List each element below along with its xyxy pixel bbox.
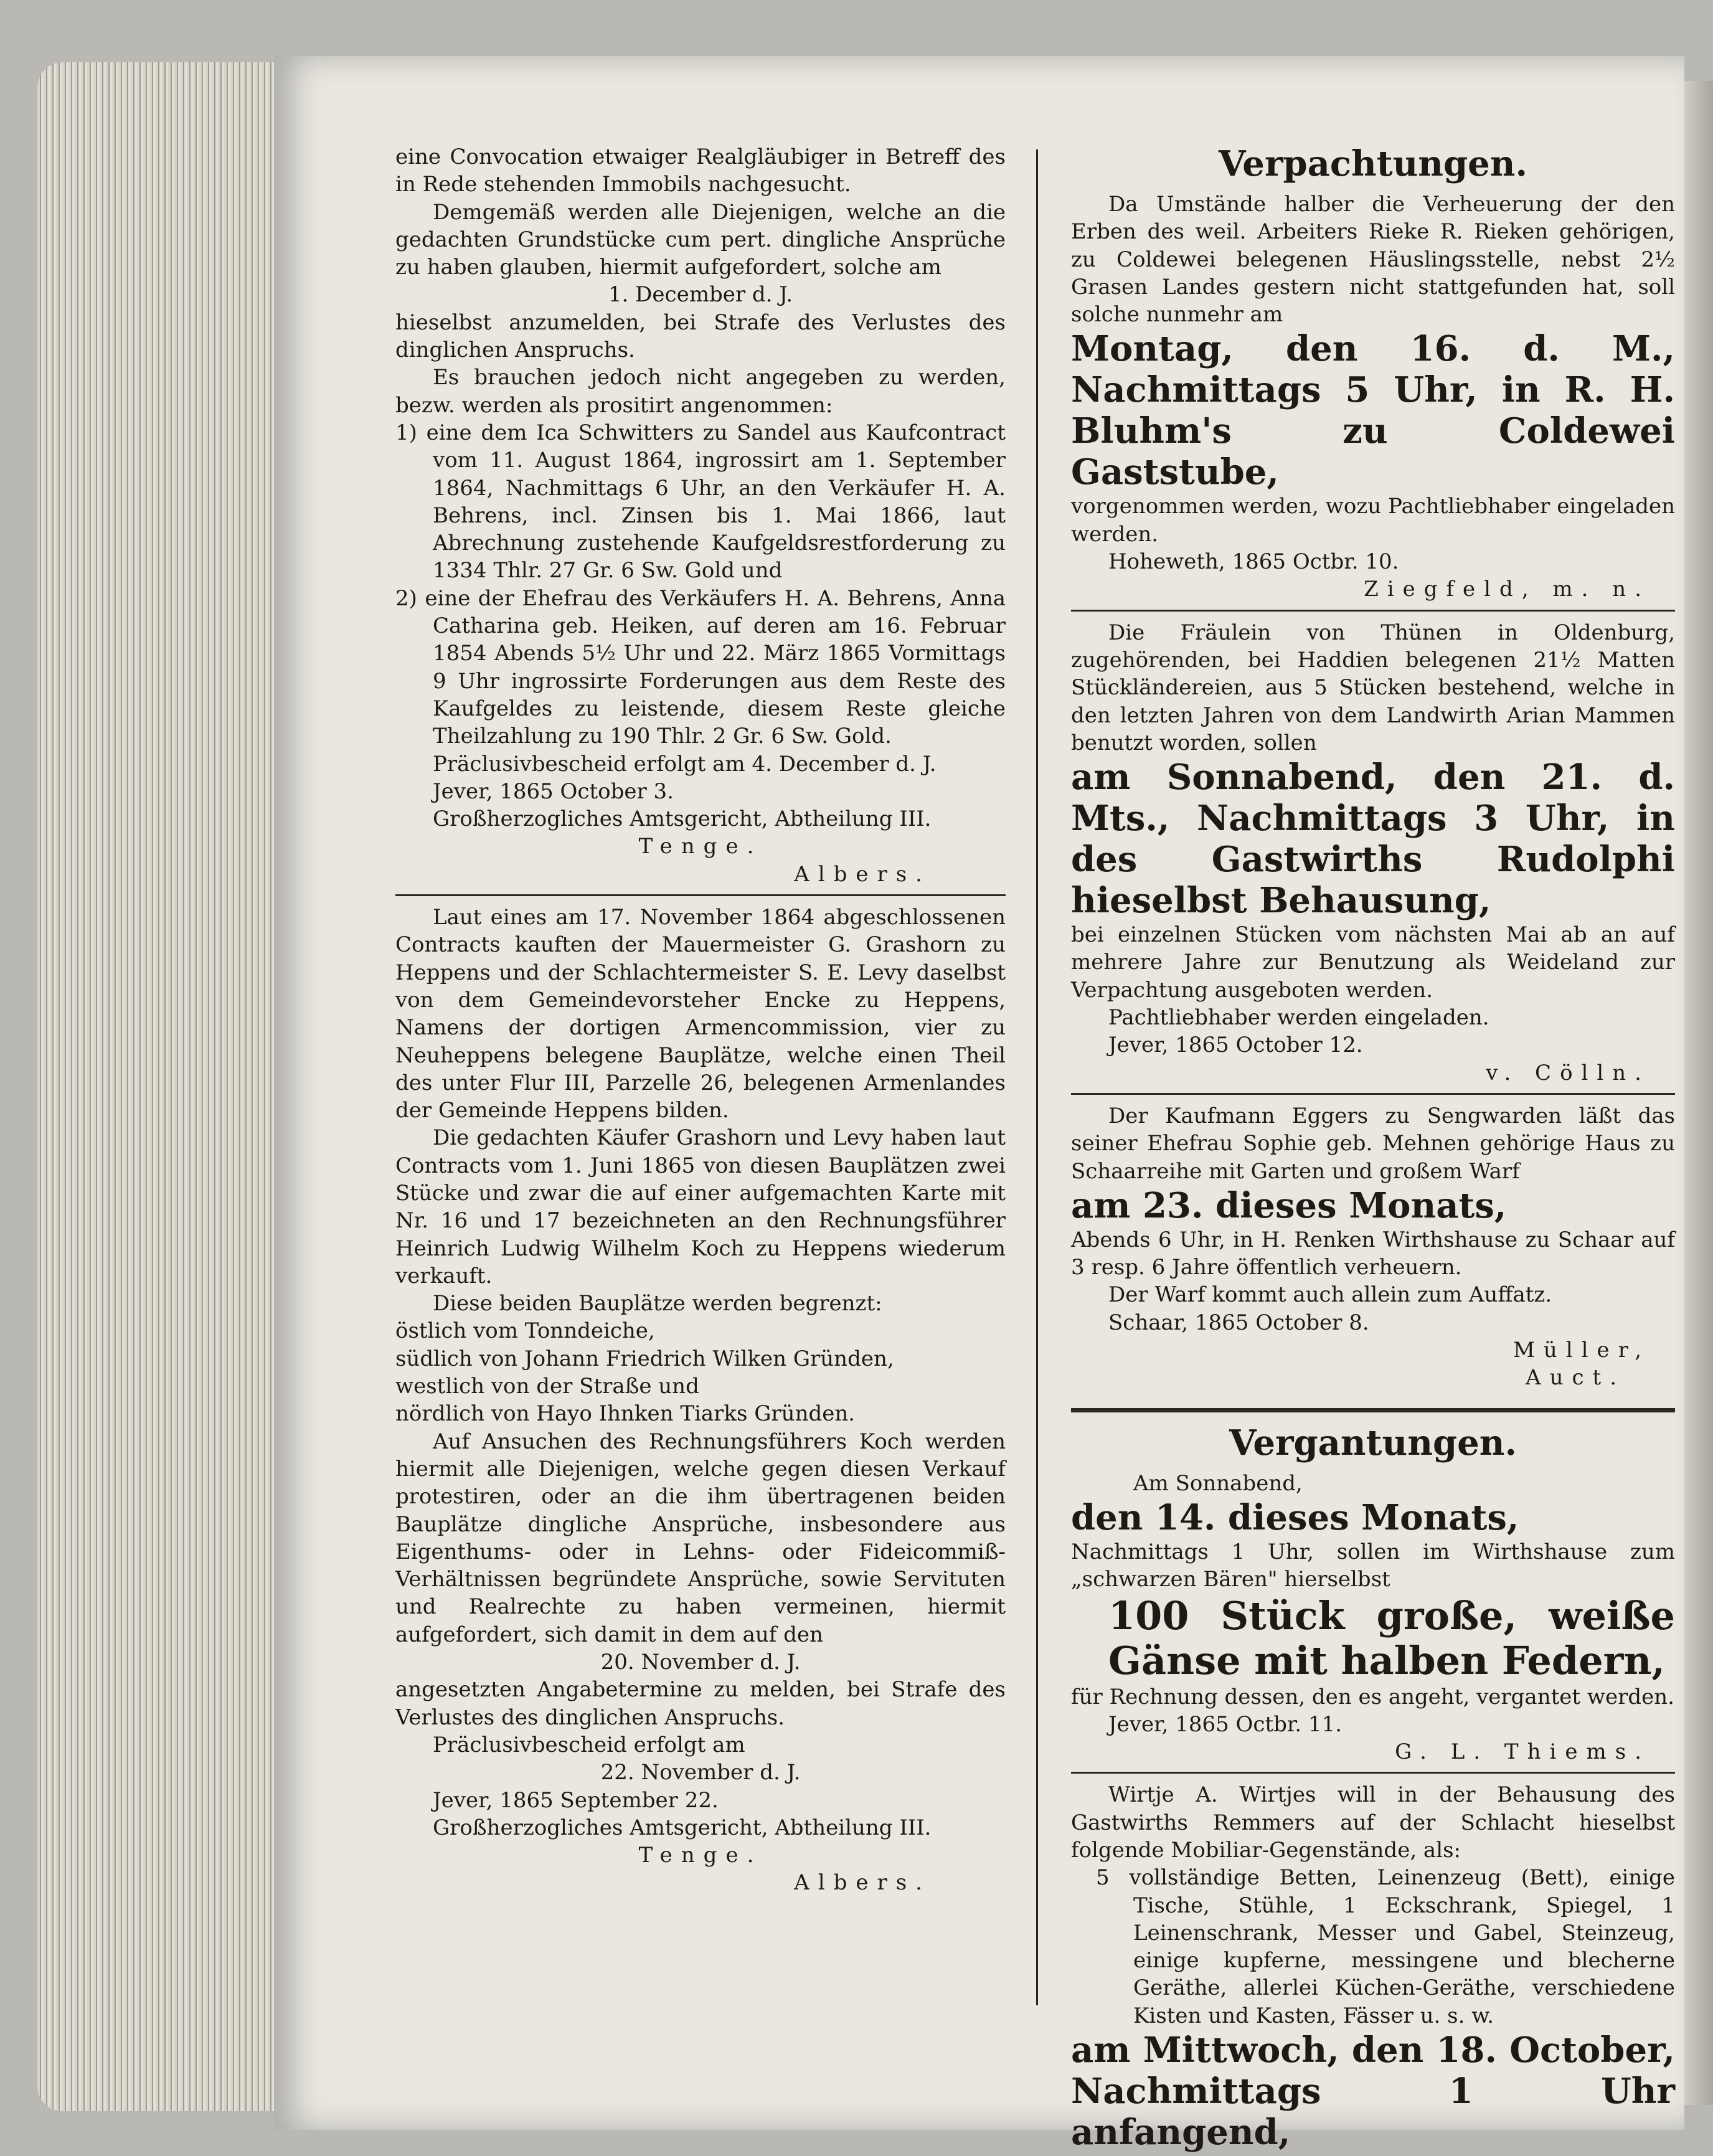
notice-separator: [1071, 610, 1675, 612]
text-line: Pachtliebhaber werden eingeladen.: [1108, 1005, 1489, 1031]
text-line: Auf Ansuchen des Rechnungsführers Koch werden hiermit alle Diejenigen, welche gegen diesen Verkauf protestiren, oder an die ihm übertragenen beiden Bauplätze dingliche Ansprüche, insbesondere aus Eigenthums- oder in Lehns- oder Fideicommiß-Verhältnissen begründete Ansprüche, sowie Servituten und Realrechte zu haben vermeinen, hiermit aufgefordert, sich damit in dem auf den: [395, 1429, 1006, 1647]
place-date: Jever, 1865 September 22.: [433, 1787, 719, 1813]
notice-schaarreihe: [1071, 1102, 1675, 1392]
notice-coldewei: [1071, 191, 1675, 603]
highlight-date: den 14. dieses Monats,: [1071, 1496, 1519, 1538]
deadline-date: 22. November d. J.: [600, 1760, 801, 1785]
text-line: hieselbst anzumelden, bei Strafe des Verlustes des dinglichen Anspruchs.: [395, 310, 1006, 363]
text-line: Der Kaufmann Eggers zu Sengwarden läßt das seiner Ehefrau Sophie geb. Mehnen gehörige Haus zu Schaarreihe mit Garten und großem Warf: [1071, 1103, 1675, 1184]
boundary-line: südlich von Johann Friedrich Wilken Gründen,: [395, 1346, 894, 1371]
text-line: Da Umstände halber die Verheuerung der den Erben des weil. Arbeiters Rieke R. Rieken gehörigen, zu Coldewei belegenen Häuslingsstelle, nebst 2½ Grasen Landes gestern nicht stattgefunden hat, soll solche nunmehr am: [1071, 192, 1675, 328]
list-item: 5 vollständige Betten, Leinenzeug (Bett), einige Tische, Stühle, 1 Eckschrank, Spiegel, 1 Leinenschrank, Messer und Gabel, Steinzeug, einige kupferne, messingene und blecherne Geräthe, allerlei Küchen-Geräthe, verschiedene Kisten und Kasten, Fässer u. s. w.: [1096, 1865, 1675, 2028]
section-separator: [1071, 1408, 1675, 1412]
notice-gaense: [1071, 1470, 1675, 1766]
boundary-line: nördlich von Hayo Ihnken Tiarks Gründen.: [395, 1401, 856, 1427]
text-line: Diese beiden Bauplätze werden begrenzt:: [433, 1291, 882, 1317]
place-date: Jever, 1865 Octbr. 11.: [1108, 1711, 1343, 1737]
signature: v. Cölln.: [1486, 1060, 1650, 1085]
text-line: vorgenommen werden, wozu Pachtliebhaber eingeladen werden.: [1071, 494, 1675, 547]
section-heading-verpachtungen: Verpachtungen.: [1219, 143, 1527, 184]
signature: Albers.: [794, 861, 931, 887]
text-line: Präclusivbescheid erfolgt am 4. December d. J.: [433, 751, 937, 777]
text-line: eine Convocation etwaiger Realgläubiger in Betreff des in Rede stehenden Immobils nachgesucht.: [395, 144, 1006, 197]
text-line: für Rechnung dessen, den es angeht, vergantet werden.: [1071, 1684, 1674, 1709]
signature: Tenge.: [638, 1843, 763, 1868]
notice-mobiliar: [1071, 1781, 1675, 2153]
text-line: Der Warf kommt auch allein zum Auffatz.: [1108, 1282, 1552, 1308]
highlight-date: am Sonnabend, den 21. d. Mts., Nachmittags 3 Uhr, in des Gastwirths Rudolphi hieselbst Behausung,: [1071, 757, 1675, 922]
highlight-date: Montag, den 16. d. M., Nachmittags 5 Uhr, in R. H. Bluhm's zu Coldewei Gaststube,: [1071, 328, 1675, 493]
text-line: bei einzelnen Stücken vom nächsten Mai ab an auf mehrere Jahre zur Benutzung als Weideland zur Verpachtung ausgeboten werden.: [1071, 922, 1675, 1003]
left-column: [395, 143, 1006, 1897]
signature-title: Auct.: [1526, 1365, 1625, 1391]
court-name: Großherzogliches Amtsgericht, Abtheilung III.: [433, 1815, 932, 1840]
signature: Albers.: [794, 1870, 931, 1896]
highlight-date: am 23. dieses Monats,: [1071, 1184, 1507, 1226]
court-name: Großherzogliches Amtsgericht, Abtheilung III.: [433, 806, 932, 832]
page-right-edge: [1684, 81, 1713, 2105]
text-line: Demgemäß werden alle Diejenigen, welche an die gedachten Grundstücke cum pert. dingliche Ansprüche zu haben glauben, hiermit aufgefordert, solche am: [395, 199, 1006, 280]
section-heading-vergantungen: Vergantungen.: [1229, 1422, 1517, 1463]
text-line: Die Fräulein von Thünen in Oldenburg, zugehörenden, bei Haddien belegenen 21½ Matten Stückländereien, aus 5 Stücken bestehend, welche in den letzten Jahren von dem Landwirth Arian Mammen benutzt worden, sollen: [1071, 620, 1675, 755]
signature: Ziegfeld, m. n.: [1364, 577, 1650, 602]
boundary-line: östlich vom Tonndeiche,: [395, 1318, 655, 1344]
signature: G. L. Thiems.: [1395, 1739, 1650, 1765]
text-line: Nachmittags 1 Uhr, sollen im Wirthshause zum „schwarzen Bären" hierselbst: [1071, 1539, 1675, 1592]
place-date: Schaar, 1865 October 8.: [1108, 1310, 1369, 1335]
column-divider: [1036, 149, 1038, 2005]
text-line: Am Sonnabend,: [1133, 1470, 1303, 1496]
book-page-edges: [37, 62, 286, 2111]
notice-bauplaetze: [395, 904, 1006, 1897]
place-date: Jever, 1865 October 12.: [1108, 1033, 1363, 1058]
notice-haddien: [1071, 619, 1675, 1087]
place-date: Hoheweth, 1865 Octbr. 10.: [1108, 549, 1399, 575]
text-line: Laut eines am 17. November 1864 abgeschlossenen Contracts kauften der Mauermeister G. Grashorn zu Heppens und der Schlachtermeister S. E. Levy daselbst von dem Gemeindevorsteher Encke zu Heppens, Namens der dortigen Armencommission, vier zu Neuheppens belegene Bauplätze, welche einen Theil des unter Flur III, Parzelle 26, belegenen Armenlandes der Gemeinde Heppens bilden.: [395, 905, 1006, 1123]
notice-separator: [1071, 1093, 1675, 1095]
text-line: Abends 6 Uhr, in H. Renken Wirthshause zu Schaar auf 3 resp. 6 Jahre öffentlich verheuern.: [1071, 1227, 1675, 1280]
text-line: Die gedachten Käufer Grashorn und Levy haben laut Contracts vom 1. Juni 1865 von diesen Bauplätzen zwei Stücke und zwar die auf einer aufgemachten Karte mit Nr. 16 und 17 bezeichneten an den Rechnungsführer Heinrich Ludwig Wilhelm Koch zu Heppens wiederum verkauft.: [395, 1125, 1006, 1288]
text-line: Es brauchen jedoch nicht angegeben zu werden, bezw. werden als prositirt angenommen:: [395, 365, 1006, 418]
place-date: Jever, 1865 October 3.: [433, 778, 674, 804]
list-item: 2) eine der Ehefrau des Verkäufers H. A. Behrens, Anna Catharina geb. Heiken, auf deren am 16. Februar 1854 Abends 5½ Uhr und 22. März 1865 Vormittags 9 Uhr ingrossirte Forderungen aus dem Reste des Kaufgeldes zu leistende, diesem Reste gleiche Theilzahlung zu 190 Thlr. 2 Gr. 6 Sw. Gold.: [395, 585, 1006, 749]
text-line: Präclusivbescheid erfolgt am: [433, 1732, 745, 1757]
boundary-line: westlich von der Straße und: [395, 1374, 699, 1399]
deadline-date: 1. December d. J.: [608, 282, 793, 308]
signature: Tenge.: [638, 834, 763, 859]
text-line: Wirtje A. Wirtjes will in der Behausung des Gastwirths Remmers auf der Schlacht hieselbst folgende Mobiliar-Gegenstände, als:: [1071, 1782, 1675, 1863]
text-line: angesetzten Angabetermine zu melden, bei Strafe des Verlustes des dinglichen Anspruchs.: [395, 1677, 1006, 1730]
list-item: 1) eine dem Ica Schwitters zu Sandel aus Kaufcontract vom 11. August 1864, ingrossirt am 1. September 1864, Nachmittags 6 Uhr, an den Verkäufer H. A. Behrens, incl. Zinsen bis 1. Mai 1866, laut Abrechnung zustehende Kaufgeldsrestforderung zu 1334 Thlr. 27 Gr. 6 Sw. Gold und: [395, 420, 1006, 584]
highlight-date: am Mittwoch, den 18. October, Nachmittags 1 Uhr anfangend,: [1071, 2030, 1675, 2154]
signature: Müller,: [1513, 1338, 1650, 1363]
deadline-date: 20. November d. J.: [600, 1650, 801, 1675]
notice-convocation: [395, 143, 1006, 888]
notice-separator: [395, 894, 1006, 896]
highlight-item: 100 Stück große, weiße Gänse mit halben Federn,: [1108, 1592, 1675, 1683]
notice-separator: [1071, 1772, 1675, 1774]
right-column: [1071, 143, 1675, 2153]
